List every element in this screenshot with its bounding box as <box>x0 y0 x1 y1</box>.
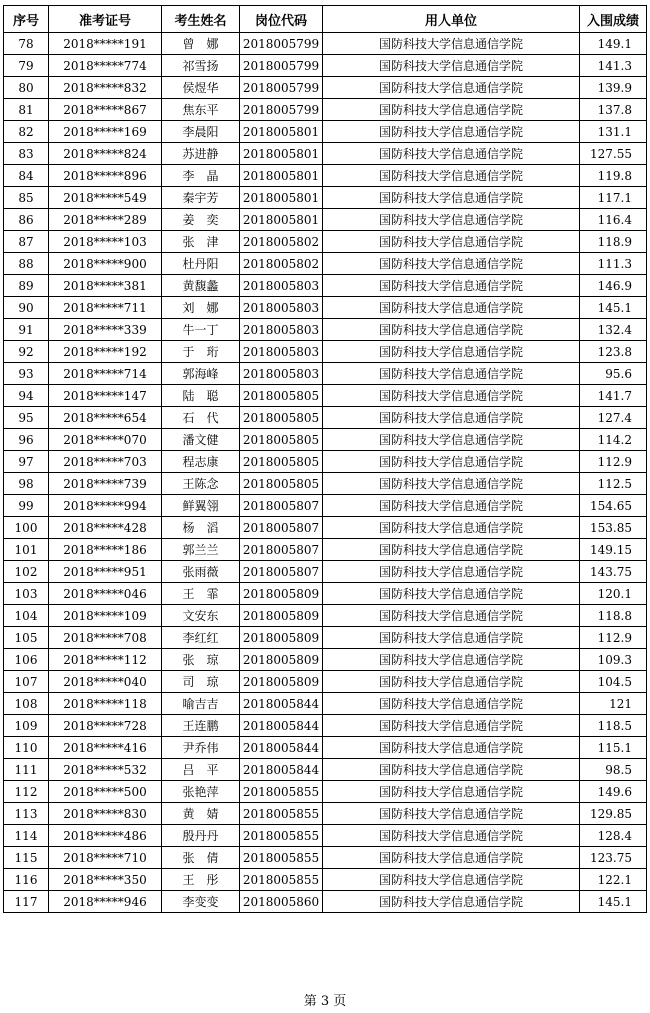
table-row <box>4 319 647 341</box>
employer-cell: 国防科技大学信息通信学院 <box>323 143 580 165</box>
exam-id-cell: 2018*****714 <box>49 363 162 385</box>
post-code-cell: 2018005803 <box>240 363 323 385</box>
seq-cell: 98 <box>4 473 49 495</box>
score-cell: 116.4 <box>580 209 647 231</box>
score-cell: 122.1 <box>580 869 647 891</box>
table-row <box>4 77 647 99</box>
post-code-cell: 2018005803 <box>240 297 323 319</box>
post-code-cell: 2018005805 <box>240 473 323 495</box>
post-code-cell: 2018005855 <box>240 869 323 891</box>
score-cell: 115.1 <box>580 737 647 759</box>
seq-cell: 108 <box>4 693 49 715</box>
post-code-cell: 2018005802 <box>240 231 323 253</box>
name-cell: 杨 滔 <box>162 517 240 539</box>
exam-id-cell: 2018*****728 <box>49 715 162 737</box>
name-cell: 姜 奕 <box>162 209 240 231</box>
table-row <box>4 121 647 143</box>
seq-cell: 80 <box>4 77 49 99</box>
seq-cell: 112 <box>4 781 49 803</box>
exam-id-cell: 2018*****147 <box>49 385 162 407</box>
table-row <box>4 363 647 385</box>
header-post-code: 岗位代码 <box>240 6 323 33</box>
score-cell: 139.9 <box>580 77 647 99</box>
employer-cell: 国防科技大学信息通信学院 <box>323 473 580 495</box>
table-row <box>4 583 647 605</box>
seq-cell: 100 <box>4 517 49 539</box>
seq-cell: 102 <box>4 561 49 583</box>
table-row <box>4 275 647 297</box>
seq-cell: 81 <box>4 99 49 121</box>
exam-id-cell: 2018*****710 <box>49 847 162 869</box>
table-row <box>4 605 647 627</box>
score-cell: 112.9 <box>580 627 647 649</box>
post-code-cell: 2018005860 <box>240 891 323 913</box>
table-row <box>4 715 647 737</box>
seq-cell: 107 <box>4 671 49 693</box>
exam-id-cell: 2018*****109 <box>49 605 162 627</box>
employer-cell: 国防科技大学信息通信学院 <box>323 341 580 363</box>
header-name: 考生姓名 <box>162 6 240 33</box>
header-seq: 序号 <box>4 6 49 33</box>
name-cell: 王陈念 <box>162 473 240 495</box>
employer-cell: 国防科技大学信息通信学院 <box>323 121 580 143</box>
seq-cell: 86 <box>4 209 49 231</box>
table-row <box>4 781 647 803</box>
employer-cell: 国防科技大学信息通信学院 <box>323 715 580 737</box>
exam-id-cell: 2018*****711 <box>49 297 162 319</box>
exam-id-cell: 2018*****703 <box>49 451 162 473</box>
header-employer: 用人单位 <box>323 6 580 33</box>
name-cell: 鲜翼翎 <box>162 495 240 517</box>
exam-id-cell: 2018*****381 <box>49 275 162 297</box>
table-row <box>4 737 647 759</box>
table-row <box>4 385 647 407</box>
score-cell: 132.4 <box>580 319 647 341</box>
table-row <box>4 297 647 319</box>
seq-cell: 92 <box>4 341 49 363</box>
seq-cell: 90 <box>4 297 49 319</box>
table-row <box>4 671 647 693</box>
post-code-cell: 2018005805 <box>240 451 323 473</box>
score-cell: 127.4 <box>580 407 647 429</box>
seq-cell: 93 <box>4 363 49 385</box>
name-cell: 侯煜华 <box>162 77 240 99</box>
score-cell: 111.3 <box>580 253 647 275</box>
score-cell: 141.7 <box>580 385 647 407</box>
score-cell: 118.8 <box>580 605 647 627</box>
post-code-cell: 2018005807 <box>240 495 323 517</box>
table-row <box>4 473 647 495</box>
seq-cell: 105 <box>4 627 49 649</box>
table-row <box>4 825 647 847</box>
name-cell: 李变变 <box>162 891 240 913</box>
exam-id-cell: 2018*****192 <box>49 341 162 363</box>
employer-cell: 国防科技大学信息通信学院 <box>323 253 580 275</box>
score-cell: 153.85 <box>580 517 647 539</box>
table-row <box>4 869 647 891</box>
table-row <box>4 253 647 275</box>
name-cell: 殷丹丹 <box>162 825 240 847</box>
name-cell: 司 琼 <box>162 671 240 693</box>
score-cell: 149.6 <box>580 781 647 803</box>
employer-cell: 国防科技大学信息通信学院 <box>323 605 580 627</box>
employer-cell: 国防科技大学信息通信学院 <box>323 891 580 913</box>
score-cell: 149.15 <box>580 539 647 561</box>
employer-cell: 国防科技大学信息通信学院 <box>323 847 580 869</box>
employer-cell: 国防科技大学信息通信学院 <box>323 803 580 825</box>
post-code-cell: 2018005844 <box>240 693 323 715</box>
table-row <box>4 187 647 209</box>
seq-cell: 78 <box>4 33 49 55</box>
table-row <box>4 143 647 165</box>
exam-id-cell: 2018*****951 <box>49 561 162 583</box>
table-row <box>4 517 647 539</box>
exam-id-cell: 2018*****046 <box>49 583 162 605</box>
exam-id-cell: 2018*****191 <box>49 33 162 55</box>
score-cell: 118.5 <box>580 715 647 737</box>
seq-cell: 99 <box>4 495 49 517</box>
employer-cell: 国防科技大学信息通信学院 <box>323 385 580 407</box>
post-code-cell: 2018005807 <box>240 539 323 561</box>
name-cell: 杜丹阳 <box>162 253 240 275</box>
seq-cell: 97 <box>4 451 49 473</box>
score-cell: 123.8 <box>580 341 647 363</box>
exam-id-cell: 2018*****186 <box>49 539 162 561</box>
exam-id-cell: 2018*****112 <box>49 649 162 671</box>
exam-id-cell: 2018*****350 <box>49 869 162 891</box>
name-cell: 吕 平 <box>162 759 240 781</box>
name-cell: 张 津 <box>162 231 240 253</box>
employer-cell: 国防科技大学信息通信学院 <box>323 759 580 781</box>
seq-cell: 82 <box>4 121 49 143</box>
score-cell: 95.6 <box>580 363 647 385</box>
employer-cell: 国防科技大学信息通信学院 <box>323 209 580 231</box>
post-code-cell: 2018005799 <box>240 99 323 121</box>
employer-cell: 国防科技大学信息通信学院 <box>323 77 580 99</box>
table-row <box>4 429 647 451</box>
post-code-cell: 2018005802 <box>240 253 323 275</box>
employer-cell: 国防科技大学信息通信学院 <box>323 429 580 451</box>
seq-cell: 91 <box>4 319 49 341</box>
table-row <box>4 693 647 715</box>
employer-cell: 国防科技大学信息通信学院 <box>323 451 580 473</box>
table-row <box>4 891 647 913</box>
score-cell: 112.5 <box>580 473 647 495</box>
score-cell: 141.3 <box>580 55 647 77</box>
table-row <box>4 209 647 231</box>
table-row <box>4 33 647 55</box>
score-cell: 118.9 <box>580 231 647 253</box>
score-cell: 128.4 <box>580 825 647 847</box>
table-row <box>4 649 647 671</box>
employer-cell: 国防科技大学信息通信学院 <box>323 781 580 803</box>
exam-id-cell: 2018*****994 <box>49 495 162 517</box>
table-row <box>4 803 647 825</box>
seq-cell: 106 <box>4 649 49 671</box>
employer-cell: 国防科技大学信息通信学院 <box>323 583 580 605</box>
name-cell: 牛一丁 <box>162 319 240 341</box>
seq-cell: 117 <box>4 891 49 913</box>
seq-cell: 95 <box>4 407 49 429</box>
post-code-cell: 2018005803 <box>240 341 323 363</box>
seq-cell: 83 <box>4 143 49 165</box>
score-cell: 104.5 <box>580 671 647 693</box>
post-code-cell: 2018005844 <box>240 759 323 781</box>
score-cell: 120.1 <box>580 583 647 605</box>
name-cell: 李红红 <box>162 627 240 649</box>
employer-cell: 国防科技大学信息通信学院 <box>323 649 580 671</box>
post-code-cell: 2018005855 <box>240 847 323 869</box>
results-table <box>3 5 647 913</box>
post-code-cell: 2018005805 <box>240 385 323 407</box>
name-cell: 王连鹏 <box>162 715 240 737</box>
employer-cell: 国防科技大学信息通信学院 <box>323 561 580 583</box>
name-cell: 祁雪扬 <box>162 55 240 77</box>
name-cell: 刘 娜 <box>162 297 240 319</box>
seq-cell: 111 <box>4 759 49 781</box>
employer-cell: 国防科技大学信息通信学院 <box>323 825 580 847</box>
table-row <box>4 99 647 121</box>
exam-id-cell: 2018*****532 <box>49 759 162 781</box>
table-row <box>4 55 647 77</box>
score-cell: 121 <box>580 693 647 715</box>
score-cell: 109.3 <box>580 649 647 671</box>
seq-cell: 85 <box>4 187 49 209</box>
score-cell: 146.9 <box>580 275 647 297</box>
post-code-cell: 2018005809 <box>240 583 323 605</box>
employer-cell: 国防科技大学信息通信学院 <box>323 671 580 693</box>
page-number: 第 3 页 <box>303 994 347 1009</box>
score-cell: 114.2 <box>580 429 647 451</box>
seq-cell: 88 <box>4 253 49 275</box>
name-cell: 石 代 <box>162 407 240 429</box>
seq-cell: 113 <box>4 803 49 825</box>
post-code-cell: 2018005809 <box>240 605 323 627</box>
seq-cell: 101 <box>4 539 49 561</box>
exam-id-cell: 2018*****900 <box>49 253 162 275</box>
name-cell: 张雨薇 <box>162 561 240 583</box>
post-code-cell: 2018005855 <box>240 825 323 847</box>
seq-cell: 114 <box>4 825 49 847</box>
name-cell: 郭兰兰 <box>162 539 240 561</box>
score-cell: 137.8 <box>580 99 647 121</box>
employer-cell: 国防科技大学信息通信学院 <box>323 319 580 341</box>
exam-id-cell: 2018*****040 <box>49 671 162 693</box>
post-code-cell: 2018005844 <box>240 715 323 737</box>
seq-cell: 103 <box>4 583 49 605</box>
post-code-cell: 2018005809 <box>240 671 323 693</box>
employer-cell: 国防科技大学信息通信学院 <box>323 33 580 55</box>
score-cell: 149.1 <box>580 33 647 55</box>
score-cell: 145.1 <box>580 891 647 913</box>
score-cell: 131.1 <box>580 121 647 143</box>
post-code-cell: 2018005801 <box>240 143 323 165</box>
post-code-cell: 2018005799 <box>240 77 323 99</box>
name-cell: 张 倩 <box>162 847 240 869</box>
employer-cell: 国防科技大学信息通信学院 <box>323 55 580 77</box>
employer-cell: 国防科技大学信息通信学院 <box>323 539 580 561</box>
employer-cell: 国防科技大学信息通信学院 <box>323 275 580 297</box>
post-code-cell: 2018005803 <box>240 275 323 297</box>
table-row <box>4 561 647 583</box>
post-code-cell: 2018005805 <box>240 407 323 429</box>
employer-cell: 国防科技大学信息通信学院 <box>323 165 580 187</box>
post-code-cell: 2018005855 <box>240 803 323 825</box>
exam-id-cell: 2018*****169 <box>49 121 162 143</box>
name-cell: 潘文健 <box>162 429 240 451</box>
seq-cell: 115 <box>4 847 49 869</box>
exam-id-cell: 2018*****946 <box>49 891 162 913</box>
name-cell: 张艳萍 <box>162 781 240 803</box>
employer-cell: 国防科技大学信息通信学院 <box>323 363 580 385</box>
post-code-cell: 2018005809 <box>240 627 323 649</box>
seq-cell: 89 <box>4 275 49 297</box>
name-cell: 郭海峰 <box>162 363 240 385</box>
table-row <box>4 165 647 187</box>
table-row <box>4 451 647 473</box>
exam-id-cell: 2018*****428 <box>49 517 162 539</box>
exam-id-cell: 2018*****416 <box>49 737 162 759</box>
exam-id-cell: 2018*****832 <box>49 77 162 99</box>
employer-cell: 国防科技大学信息通信学院 <box>323 693 580 715</box>
name-cell: 王 霏 <box>162 583 240 605</box>
exam-id-cell: 2018*****867 <box>49 99 162 121</box>
employer-cell: 国防科技大学信息通信学院 <box>323 231 580 253</box>
exam-id-cell: 2018*****549 <box>49 187 162 209</box>
name-cell: 张 琼 <box>162 649 240 671</box>
score-cell: 98.5 <box>580 759 647 781</box>
name-cell: 李 晶 <box>162 165 240 187</box>
post-code-cell: 2018005809 <box>240 649 323 671</box>
seq-cell: 96 <box>4 429 49 451</box>
post-code-cell: 2018005801 <box>240 165 323 187</box>
seq-cell: 109 <box>4 715 49 737</box>
table-row <box>4 495 647 517</box>
name-cell: 苏进静 <box>162 143 240 165</box>
name-cell: 王 彤 <box>162 869 240 891</box>
name-cell: 于 珩 <box>162 341 240 363</box>
employer-cell: 国防科技大学信息通信学院 <box>323 517 580 539</box>
exam-id-cell: 2018*****103 <box>49 231 162 253</box>
exam-id-cell: 2018*****070 <box>49 429 162 451</box>
name-cell: 秦宇芳 <box>162 187 240 209</box>
employer-cell: 国防科技大学信息通信学院 <box>323 407 580 429</box>
post-code-cell: 2018005855 <box>240 781 323 803</box>
name-cell: 尹乔伟 <box>162 737 240 759</box>
score-cell: 117.1 <box>580 187 647 209</box>
table-row <box>4 539 647 561</box>
post-code-cell: 2018005801 <box>240 187 323 209</box>
table-row <box>4 341 647 363</box>
seq-cell: 79 <box>4 55 49 77</box>
employer-cell: 国防科技大学信息通信学院 <box>323 737 580 759</box>
name-cell: 文安东 <box>162 605 240 627</box>
name-cell: 黄 婧 <box>162 803 240 825</box>
name-cell: 陆 聪 <box>162 385 240 407</box>
score-cell: 127.55 <box>580 143 647 165</box>
seq-cell: 84 <box>4 165 49 187</box>
table-row <box>4 627 647 649</box>
table-row <box>4 847 647 869</box>
name-cell: 曾 娜 <box>162 33 240 55</box>
score-cell: 143.75 <box>580 561 647 583</box>
employer-cell: 国防科技大学信息通信学院 <box>323 297 580 319</box>
employer-cell: 国防科技大学信息通信学院 <box>323 869 580 891</box>
name-cell: 程志康 <box>162 451 240 473</box>
exam-id-cell: 2018*****486 <box>49 825 162 847</box>
post-code-cell: 2018005807 <box>240 517 323 539</box>
exam-id-cell: 2018*****739 <box>49 473 162 495</box>
name-cell: 焦东平 <box>162 99 240 121</box>
post-code-cell: 2018005799 <box>240 55 323 77</box>
exam-id-cell: 2018*****339 <box>49 319 162 341</box>
exam-id-cell: 2018*****118 <box>49 693 162 715</box>
header-score: 入围成绩 <box>580 6 647 33</box>
header-exam-id: 准考证号 <box>49 6 162 33</box>
exam-id-cell: 2018*****830 <box>49 803 162 825</box>
exam-id-cell: 2018*****708 <box>49 627 162 649</box>
post-code-cell: 2018005805 <box>240 429 323 451</box>
exam-id-cell: 2018*****896 <box>49 165 162 187</box>
seq-cell: 94 <box>4 385 49 407</box>
post-code-cell: 2018005803 <box>240 319 323 341</box>
post-code-cell: 2018005844 <box>240 737 323 759</box>
seq-cell: 104 <box>4 605 49 627</box>
score-cell: 112.9 <box>580 451 647 473</box>
employer-cell: 国防科技大学信息通信学院 <box>323 99 580 121</box>
score-cell: 129.85 <box>580 803 647 825</box>
seq-cell: 116 <box>4 869 49 891</box>
score-cell: 154.65 <box>580 495 647 517</box>
exam-id-cell: 2018*****824 <box>49 143 162 165</box>
score-cell: 119.8 <box>580 165 647 187</box>
post-code-cell: 2018005801 <box>240 121 323 143</box>
employer-cell: 国防科技大学信息通信学院 <box>323 495 580 517</box>
exam-id-cell: 2018*****500 <box>49 781 162 803</box>
exam-id-cell: 2018*****289 <box>49 209 162 231</box>
table-row <box>4 231 647 253</box>
employer-cell: 国防科技大学信息通信学院 <box>323 187 580 209</box>
table-row <box>4 759 647 781</box>
score-cell: 145.1 <box>580 297 647 319</box>
name-cell: 黄馥蠡 <box>162 275 240 297</box>
exam-id-cell: 2018*****774 <box>49 55 162 77</box>
score-cell: 123.75 <box>580 847 647 869</box>
post-code-cell: 2018005801 <box>240 209 323 231</box>
name-cell: 李晨阳 <box>162 121 240 143</box>
name-cell: 喻吉吉 <box>162 693 240 715</box>
employer-cell: 国防科技大学信息通信学院 <box>323 627 580 649</box>
exam-id-cell: 2018*****654 <box>49 407 162 429</box>
seq-cell: 87 <box>4 231 49 253</box>
header-row <box>4 6 647 33</box>
table-row <box>4 407 647 429</box>
seq-cell: 110 <box>4 737 49 759</box>
post-code-cell: 2018005807 <box>240 561 323 583</box>
post-code-cell: 2018005799 <box>240 33 323 55</box>
